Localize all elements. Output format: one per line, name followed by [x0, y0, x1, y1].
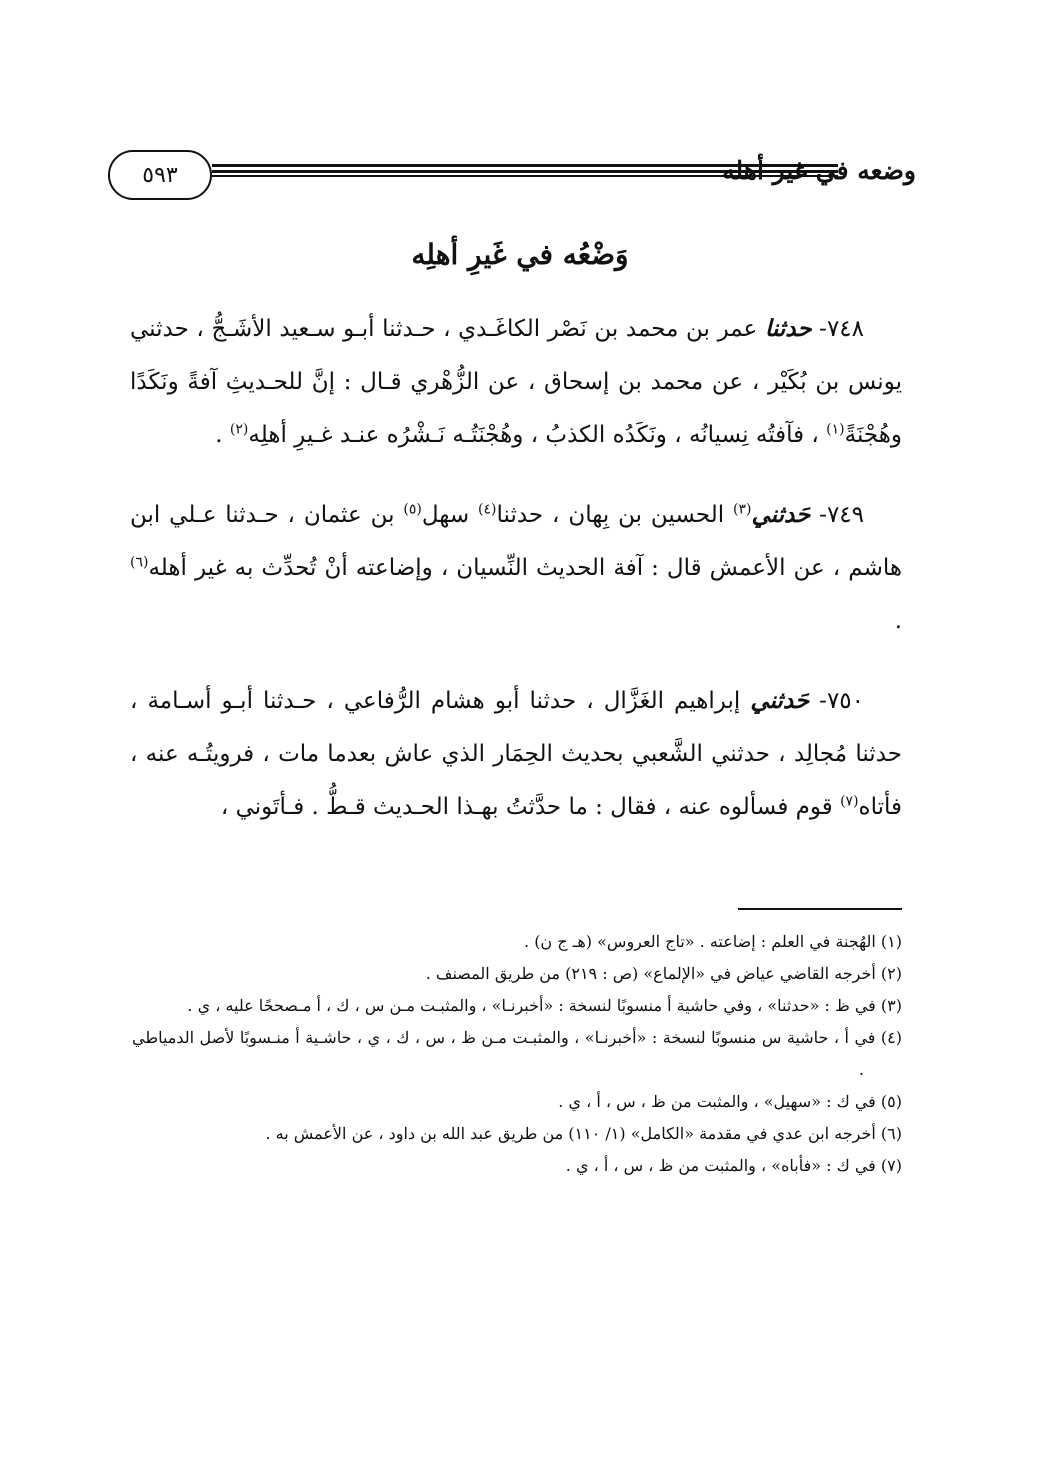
hadith-number: ٧٤٩-: [819, 502, 864, 528]
footnote-ref: (٤): [478, 501, 497, 518]
hadith-number: ٧٤٨-: [819, 316, 864, 342]
page-header: [108, 150, 916, 200]
page-number: ٥٩٣: [108, 150, 212, 200]
hadith-number: ٧٥٠-: [819, 688, 865, 714]
footnote-ref: (٥): [403, 501, 422, 518]
narration-keyword: حدثنا: [764, 315, 812, 342]
footnote-6: (٦) أخرجه ابن عدي في مقدمة «الكامل» (١/ ١١٠) من طريق عبد الله بن داود ، عن الأعمش به .: [265, 1124, 902, 1143]
footnotes: [132, 926, 902, 1182]
footnote-2: (٢) أخرجه القاضي عياض في «الإلماع» (ص : ٢١٩) من طريق المصنف .: [425, 964, 902, 983]
footnote-ref: (٧): [840, 793, 859, 810]
footnote-ref: (٢): [229, 421, 249, 438]
footnote-5: (٥) في ك : «سهيل» ، والمثبت من ظ ، س ، أ ، ي .: [558, 1092, 902, 1111]
hadith-749: ٧٤٩- حَدثني$^{(٣)}$ الحسين بن بِهان ، حدثنا$^{(٤)}$ سهل$^{(٥)}$ بن عثمان ، حـدثنا عـلي ابن هاشم ، عن الأعمش قال : آفة الحديث النِّسيان ، وإضاعته أنْ تُحدِّث به غير أهله$^{(٦)}$ .: [130, 501, 902, 634]
footnote-4: (٤) في أ ، حاشية س منسوبًا لنسخة : «أخبرنـا» ، والمثبـت مـن ظ ، س ، ك ، ي ، حاشـية أ منـسوبًا لأصل الدمياطي .: [132, 1028, 903, 1079]
footnote-7: (٧) في ك : «فأباه» ، والمثبت من ظ ، س ، أ ، ي .: [565, 1156, 902, 1175]
footnote-ref: (٣): [732, 501, 752, 518]
running-title: وضعه في غير أهله: [722, 156, 916, 185]
footnote-ref: (١): [826, 421, 845, 438]
footnote-1: (١) الهُجنة في العلم : إضاعته . «تاج العروس» (هـ ج ن) .: [524, 932, 902, 951]
footnote-3: (٣) في ظ : «حدثنا» ، وفي حاشية أ منسوبًا لنسخة : «أخبرنـا» ، والمثبـت مـن س ، ك ، أ مـصححًا عليه ، ي .: [187, 996, 902, 1015]
narration-keyword: حَدثني: [750, 687, 810, 714]
footnote-separator: [738, 908, 902, 910]
hadith-748: ٧٤٨- حدثنا عمر بن محمد بن نَصْر الكاغَـدي ، حـدثنا أبـو سـعيد الأشَـجُّ ، حدثني يونس بن بُكَيْر ، عن محمد بن إسحاق ، عن الزُّهْري قـال : إنَّ للحـديثِ آفةً ونَكَدًا وهُجْنَةً$^{(١)}$ ، فآفتُه نِسيانُه ، ونَكَدُه الكذبُ ، وهُجْنَتُـه نَـشْرُه عنـد غـيرِ أهلِه$^{(٢)}$ .: [130, 315, 902, 448]
narration-keyword: حَدثني: [751, 501, 811, 528]
footnote-ref: (٦): [130, 554, 149, 571]
section-title: وَضْعُه في غَيرِ أهلِه: [411, 238, 629, 271]
main-text: [130, 302, 902, 860]
hadith-750: ٧٥٠- حَدثني إبراهيم الغَزَّال ، حدثنا أبو هشام الرُّفاعي ، حـدثنا أبـو أسـامة ، حدثنا مُجالِد ، حدثني الشَّعبي بحديث الحِمَار الذي عاش بعدما مات ، فرويتُـه عنه ، فأتاه$^{(٧)}$ قوم فسألوه عنه ، فقال : ما حدَّثتُ بهـذا الحـديث قـطُّ . فـأتَوني ،: [130, 687, 902, 820]
